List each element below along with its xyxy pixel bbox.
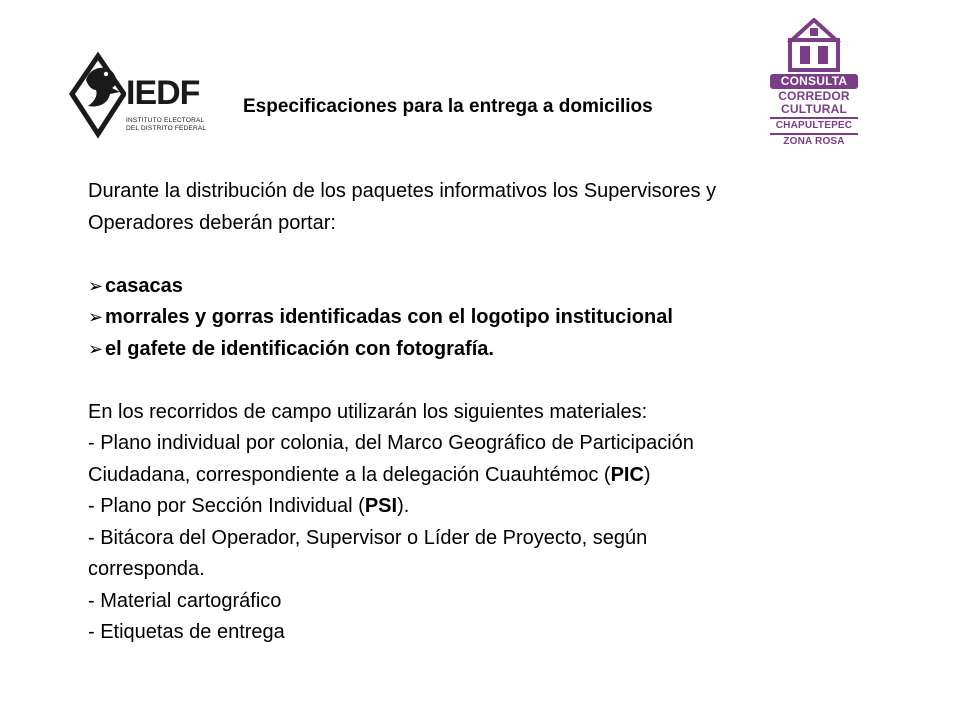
equipment-list [88, 271, 888, 366]
list-item-text: el gafete de identificación con fotografía. [105, 337, 494, 360]
list-item [88, 271, 888, 303]
material-item-1-line-1: - Plano individual por colonia, del Marco Geográfico de Participación [88, 432, 694, 454]
pic-code: PIC [610, 463, 644, 486]
page-title: Especificaciones para la entrega a domicilios [243, 96, 653, 117]
intro-line-1: Durante la distribución de los paquetes informativos los Supervisores y [88, 180, 717, 202]
material-item-2-text: - Plano por Sección Individual ( [88, 495, 365, 517]
spacer [88, 365, 888, 397]
consulta-label: CONSULTA [770, 74, 858, 89]
cultural-label: CULTURAL [780, 102, 848, 116]
zona-rosa-label: ZONA ROSA [783, 136, 845, 147]
arrow-bullet-icon: ➢ [88, 275, 104, 296]
list-item [88, 302, 888, 334]
iedf-subtitle [126, 117, 216, 133]
material-item-2 [88, 491, 888, 523]
slide-body [88, 176, 888, 649]
material-item-1-text: Ciudadana, correspondiente a la delegación Cuauhtémoc ( [88, 463, 611, 486]
material-item-3-line-2: corresponda. [88, 558, 205, 580]
iedf-wordmark: IEDF [126, 74, 200, 112]
consulta-logo [766, 18, 862, 147]
dove-diamond-icon [64, 50, 126, 140]
iedf-subtitle-line2: DEL DISTRITO FEDERAL [126, 125, 207, 132]
list-item-text: morrales y gorras identificadas con el logotipo institucional [105, 306, 673, 328]
material-item-2-close: ). [397, 495, 410, 517]
iedf-logo [64, 50, 207, 140]
material-item-5: - Etiquetas de entrega [88, 621, 285, 643]
building-icon [766, 18, 862, 74]
arrow-bullet-icon: ➢ [88, 307, 104, 327]
chapultepec-label: CHAPULTEPEC [775, 120, 853, 131]
list-item-text: casacas [105, 274, 183, 297]
corredor-label: CORREDOR [778, 89, 850, 103]
material-item-1-close: ) [643, 463, 651, 486]
material-item-3-line-1: - Bitácora del Operador, Supervisor o Líder de Proyecto, según [88, 526, 648, 549]
psi-code: PSI [364, 495, 398, 517]
arrow-bullet-icon: ➢ [88, 338, 104, 359]
material-item-4: - Material cartográfico [88, 589, 282, 612]
spacer [88, 239, 888, 271]
list-item [88, 334, 888, 366]
iedf-subtitle-line1: INSTITUTO ELECTORAL [126, 117, 205, 124]
intro-line-2: Operadores deberán portar: [88, 211, 336, 234]
material-item-1-line-2 [88, 460, 888, 492]
materials-intro: En los recorridos de campo utilizarán los siguientes materiales: [88, 400, 648, 423]
